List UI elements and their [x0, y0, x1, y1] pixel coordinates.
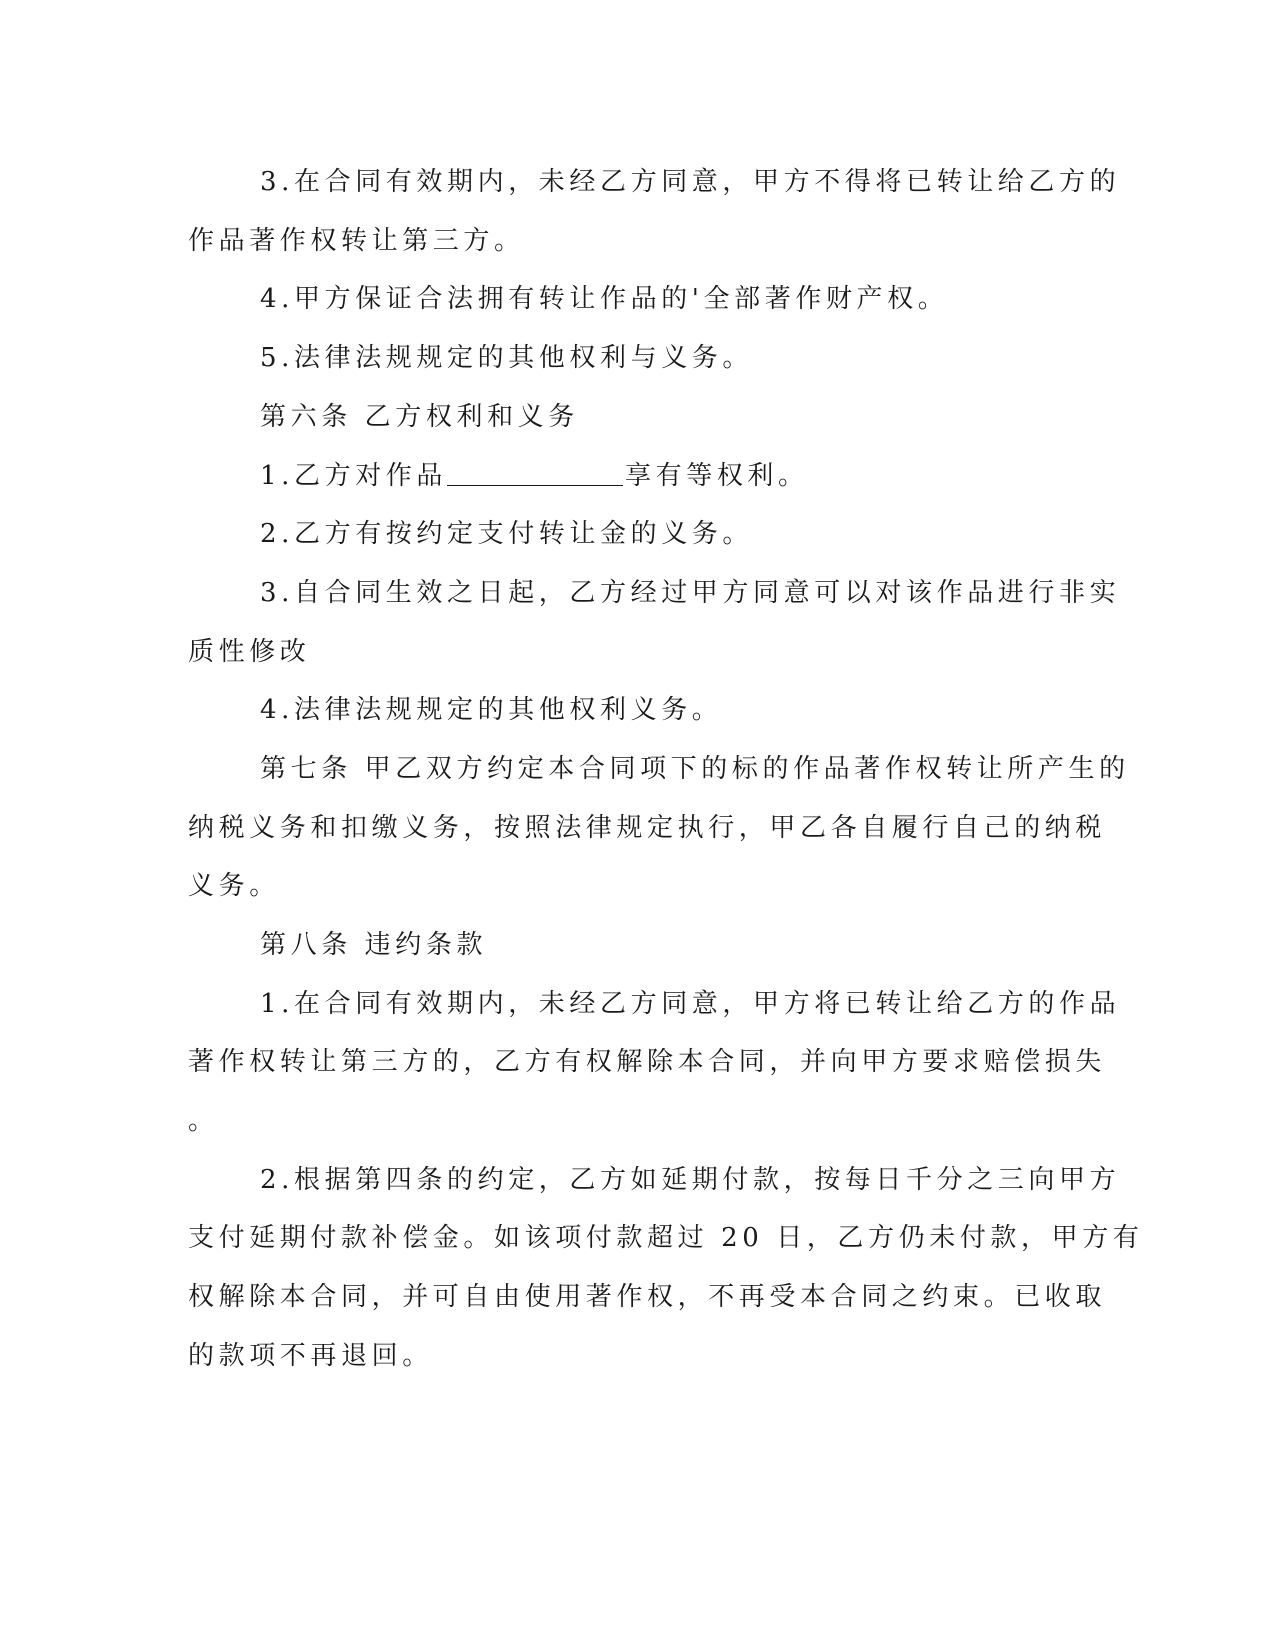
clause-8-item-1-line-2: 著作权转让第三方的，乙方有权解除本合同，并向甲方要求赔偿损失 [188, 1047, 1107, 1077]
clause-8-heading: 第八条 违约条款 [260, 930, 488, 960]
fill-in-blank [447, 459, 623, 486]
clause-7-line-1: 第七条 甲乙双方约定本合同项下的标的作品著作权转让所产生的 [260, 754, 1130, 784]
clause-6-item-1-prefix: 1.乙方对作品 [260, 461, 448, 491]
clause-6-item-3-line-1: 3.自合同生效之日起，乙方经过甲方同意可以对该作品进行非实 [260, 578, 1121, 608]
clause-5-item-3-line-2: 作品著作权转让第三方。 [188, 226, 525, 256]
clause-8-item-2-line-3: 权解除本合同，并可自由使用著作权，不再受本合同之约束。已收取 [188, 1282, 1107, 1312]
clause-6-heading: 第六条 乙方权利和义务 [260, 402, 579, 432]
clause-6-item-3-line-2: 质性修改 [188, 637, 311, 667]
clause-7-line-2: 纳税义务和扣缴义务，按照法律规定执行，甲乙各自履行自己的纳税 [188, 813, 1107, 843]
clause-8-item-1-line-3: 。 [188, 1106, 219, 1136]
clause-6-item-1-suffix: 享有等权利。 [625, 461, 809, 491]
clause-6-item-1 [260, 459, 1160, 493]
clause-8-item-2-line-4: 的款项不再退回。 [188, 1341, 433, 1371]
clause-8-item-2-line-2: 支付延期付款补偿金。如该项付款超过 20 日，乙方仍未付款，甲方有 [188, 1223, 1144, 1253]
clause-6-item-4: 4.法律法规规定的其他权利义务。 [260, 695, 723, 725]
clause-5-item-3-line-1: 3.在合同有效期内，未经乙方同意，甲方不得将已转让给乙方的 [260, 167, 1121, 197]
clause-5-item-4: 4.甲方保证合法拥有转让作品的'全部著作财产权。 [260, 284, 949, 314]
clause-7-line-3: 义务。 [188, 871, 280, 901]
clause-8-item-1-line-1: 1.在合同有效期内，未经乙方同意，甲方将已转让给乙方的作品 [260, 989, 1121, 1019]
clause-5-item-5: 5.法律法规规定的其他权利与义务。 [260, 343, 754, 373]
clause-6-item-2: 2.乙方有按约定支付转让金的义务。 [260, 519, 754, 549]
clause-8-item-2-line-1: 2.根据第四条的约定，乙方如延期付款，按每日千分之三向甲方 [260, 1165, 1121, 1195]
